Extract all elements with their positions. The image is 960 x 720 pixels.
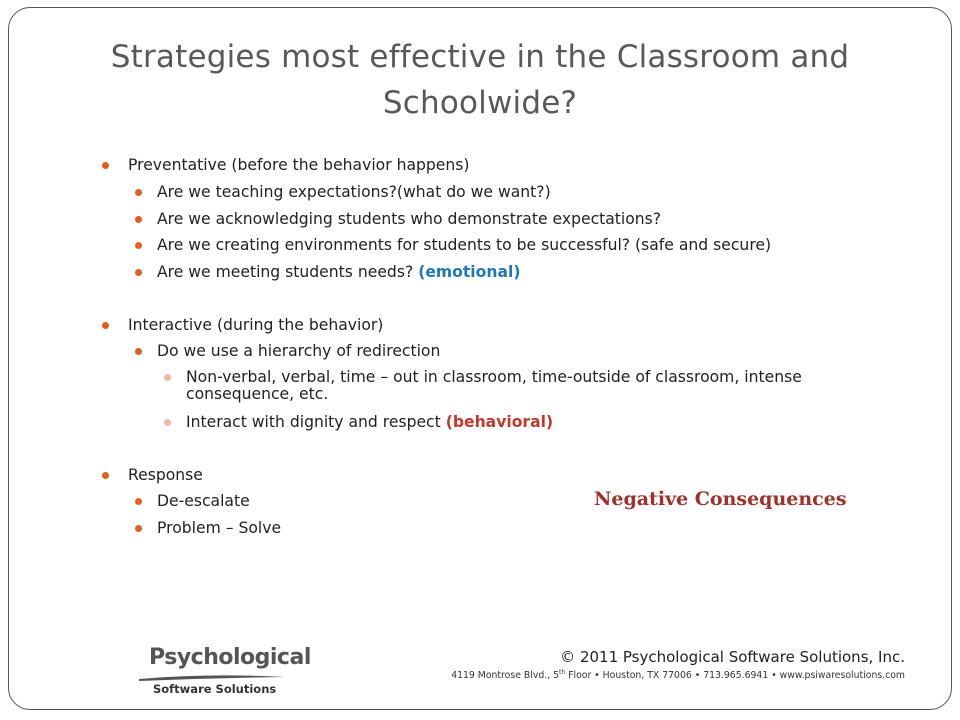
subbullet-dignity-respect (186, 413, 553, 432)
bullet-dot (135, 525, 142, 532)
subbullet-nonverbal-continued (186, 385, 328, 404)
emotional-highlight: (emotional) (418, 263, 521, 281)
address-pre: 4119 Montrose Blvd., 5 (451, 670, 560, 682)
bullet-dot (135, 269, 142, 276)
bullet-dot (102, 472, 109, 479)
bullet-text: Are we teaching expectations?(what do we want?) (157, 183, 551, 201)
bullet-interactive (128, 316, 383, 335)
address-sup: th (559, 669, 566, 676)
bullet-text: Do we use a hierarchy of redirection (157, 342, 441, 360)
bullet-dot (102, 162, 109, 169)
bullet-dot (164, 419, 171, 426)
bullet-response (128, 466, 203, 485)
bullet-teaching-expectations (157, 183, 551, 202)
bullet-text: Interact with dignity and respect (186, 413, 446, 431)
bullet-deescalate (157, 492, 250, 511)
logo-line-1: Psychological (149, 645, 311, 670)
behavioral-highlight: (behavioral) (445, 413, 554, 431)
bullet-dot (102, 322, 109, 329)
bullet-text: Are we meeting students needs? (157, 263, 419, 281)
address-post: Floor • Houston, TX 77006 • 713.965.6941 • www.psiwaresolutions.com (565, 670, 905, 682)
bullet-text: Are we creating environments for students to be successful? (safe and secure) (157, 236, 772, 254)
bullet-text: De-escalate (157, 492, 250, 510)
bullet-problem-solve (157, 519, 281, 538)
address-text (360, 669, 905, 681)
bullet-dot (135, 348, 142, 355)
bullet-hierarchy-redirection (157, 342, 440, 361)
bullet-preventative (128, 156, 470, 175)
negative-consequences-callout: Negative Consequences (594, 488, 847, 510)
bullet-dot (135, 216, 142, 223)
company-logo (137, 645, 311, 700)
bullet-meeting-needs (157, 263, 520, 282)
copyright-text: © 2011 Psychological Software Solutions, Inc. (560, 648, 905, 666)
title-line-1: Strategies most effective in the Classroom and (110, 39, 850, 75)
subbullet-line-1: Non-verbal, verbal, time – out in classroom, time-outside of classroom, intense (186, 368, 802, 386)
bullet-text: Problem – Solve (157, 519, 282, 537)
bullet-text: Preventative (before the behavior happens) (128, 156, 470, 174)
subbullet-line-2: consequence, etc. (186, 385, 329, 403)
bullet-text: Interactive (during the behavior) (128, 316, 384, 334)
bullet-acknowledging-students (157, 210, 661, 229)
bullet-text: Response (128, 466, 203, 484)
bullet-dot (164, 374, 171, 381)
bullet-dot (135, 189, 142, 196)
slide-title (8, 34, 952, 126)
logo-line-2: Software Solutions (153, 682, 277, 696)
bullet-dot (135, 498, 142, 505)
bullet-text: Are we acknowledging students who demonstrate expectations? (157, 210, 662, 228)
bullet-dot (135, 242, 142, 249)
title-line-2: Schoolwide? (382, 85, 578, 121)
bullet-creating-environments (157, 236, 771, 255)
